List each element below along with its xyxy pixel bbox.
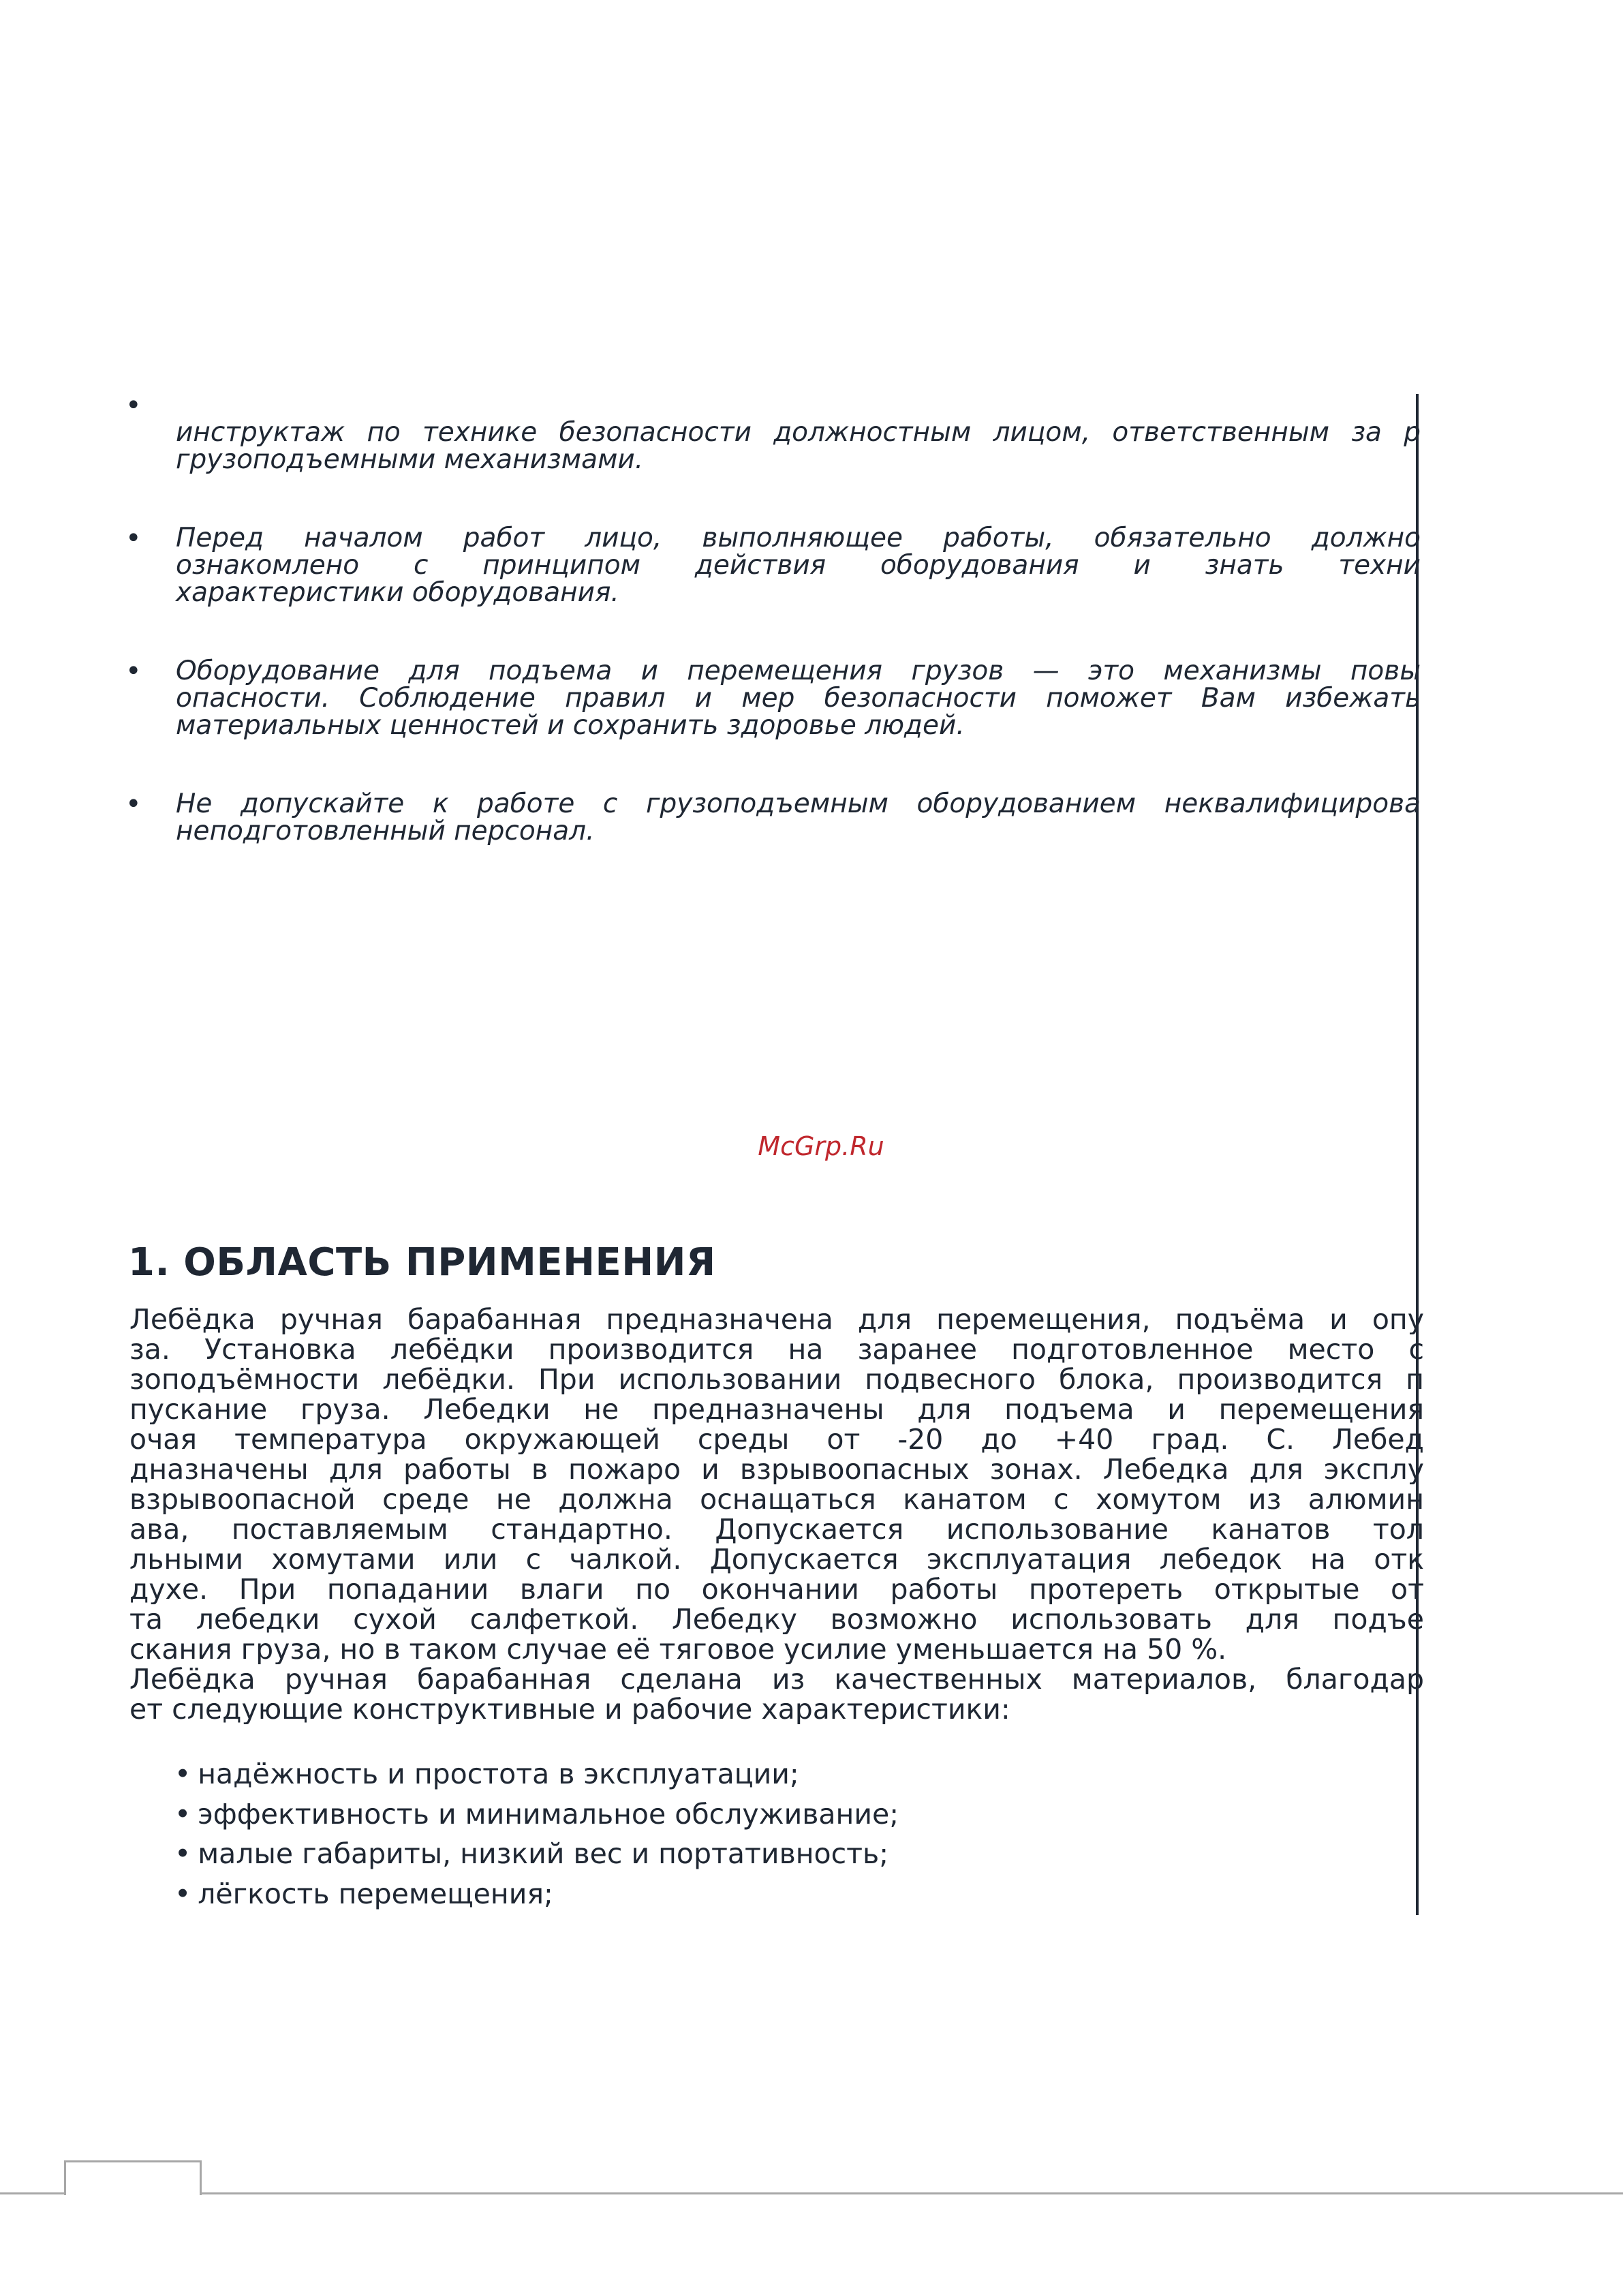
text-line: материальных ценностей и сохранить здоровье людей.	[176, 710, 965, 741]
body-line: взрывоопасной среде не должна оснащаться канатом с хомутом из алюмин	[129, 1484, 1424, 1514]
feature-item	[174, 1874, 1401, 1914]
bullet-glyph: •	[125, 789, 142, 820]
feature-item	[174, 1834, 1401, 1874]
safety-bullet-item	[123, 658, 1421, 739]
body-line: зоподъёмности лебёдки. При использовании подвесного блока, производится п	[129, 1364, 1424, 1394]
bullet-glyph: •	[174, 1758, 191, 1790]
body-line: ава, поставляемым стандартно. Допускается использование канатов тол	[129, 1514, 1424, 1544]
text-line: неподготовленный персонал.	[176, 816, 595, 846]
watermark-text: McGrp.Ru	[758, 1131, 884, 1161]
safety-bullet-item	[123, 791, 1421, 845]
footer-rule	[0, 2192, 1623, 2194]
text-line: Оборудование для подъема и перемещения грузов — это механизмы повы	[176, 656, 1421, 686]
footer-page-tab	[64, 2160, 202, 2195]
text-line: Не допускайте к работе с грузоподъемным оборудованием неквалифицирова	[176, 789, 1421, 819]
text-line: характеристики оборудования.	[176, 577, 619, 608]
body-line: за. Установка лебёдки производится на заранее подготовленное место с	[129, 1334, 1424, 1364]
safety-bullet-item	[123, 525, 1421, 607]
text-line: Перед началом работ лицо, выполняющее работы, обязательно должно	[176, 523, 1421, 553]
features-list	[174, 1754, 1401, 1914]
bullet-glyph: •	[174, 1837, 191, 1870]
feature-text: малые габариты, низкий вес и портативность;	[198, 1837, 889, 1870]
feature-item	[174, 1754, 1401, 1794]
body-line: льными хомутами или с чалкой. Допускается эксплуатация лебедок на отк	[129, 1544, 1424, 1574]
text-line: инструктаж по технике безопасности должностным лицом, ответственным за р	[176, 417, 1421, 448]
body-line: очая температура окружающей среды от -20 до +40 град. С. Лебед	[129, 1424, 1424, 1454]
feature-text: лёгкость перемещения;	[198, 1877, 553, 1910]
body-line: духе. При попадании влаги по окончании работы протереть открытые от	[129, 1574, 1424, 1604]
safety-bullet-item	[123, 392, 1421, 474]
feature-text: надёжность и простота в эксплуатации;	[198, 1758, 799, 1790]
body-line: пускание груза. Лебедки не предназначены для подъема и перемещения	[129, 1394, 1424, 1424]
bullet-glyph: •	[125, 392, 142, 421]
body-line: та лебедки сухой салфеткой. Лебедку возможно использовать для подъе	[129, 1604, 1424, 1634]
bullet-glyph: •	[125, 656, 142, 687]
text-line: ознакомлено с принципом действия оборудования и знать техни	[176, 550, 1421, 581]
section-title: 1. ОБЛАСТЬ ПРИМЕНЕНИЯ	[128, 1240, 716, 1285]
safety-bullet-list	[123, 392, 1421, 896]
body-line: скания груза, но в таком случае её тяговое усилие уменьшается на 50 %.	[129, 1634, 1227, 1664]
bullet-glyph: •	[125, 523, 142, 554]
body-line: ет следующие конструктивные и рабочие характеристики:	[129, 1694, 1010, 1724]
feature-text: эффективность и минимальное обслуживание;	[198, 1797, 899, 1831]
text-line: опасности. Соблюдение правил и мер безопасности поможет Вам избежать	[176, 683, 1421, 714]
body-line: Лебёдка ручная барабанная предназначена для перемещения, подъёма и опу	[129, 1304, 1424, 1334]
watermark-link[interactable]	[0, 1131, 1623, 1161]
bullet-glyph: •	[174, 1797, 191, 1831]
section-body	[129, 1304, 1424, 1724]
body-line: дназначены для работы в пожаро и взрывоопасных зонах. Лебедка для эксплу	[129, 1454, 1424, 1484]
body-line: Лебёдка ручная барабанная сделана из качественных материалов, благодар	[129, 1664, 1424, 1694]
feature-item	[174, 1794, 1401, 1835]
text-line: грузоподъемными механизмами.	[176, 444, 644, 475]
bullet-glyph: •	[174, 1877, 191, 1910]
